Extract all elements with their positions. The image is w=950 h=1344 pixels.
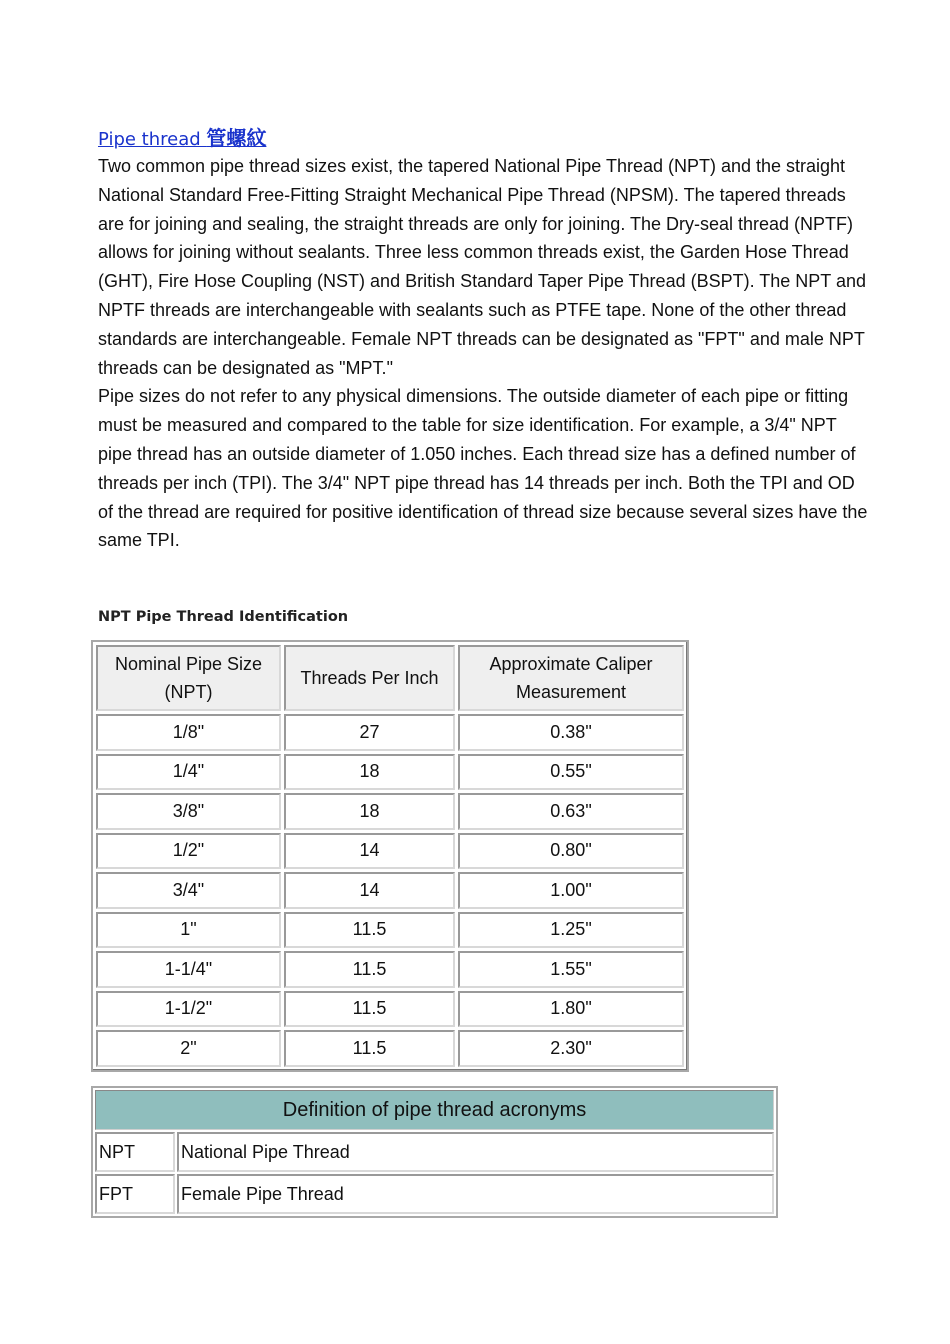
cell-tpi: 11.5 — [284, 951, 455, 988]
cell-pipe-size: 3/4" — [96, 872, 281, 909]
cell-pipe-size: 2" — [96, 1030, 281, 1067]
cell-definition: Female Pipe Thread — [177, 1174, 774, 1214]
cell-tpi: 14 — [284, 872, 455, 909]
cell-caliper: 0.80" — [458, 833, 684, 870]
cell-acronym: FPT — [95, 1174, 175, 1214]
table-row — [96, 991, 684, 1028]
table-row — [96, 951, 684, 988]
acronym-definition-table — [91, 1086, 778, 1218]
heading-cjk-text: 管螺紋 — [206, 126, 267, 150]
acronym-table-title: Definition of pipe thread acronyms — [95, 1090, 774, 1130]
npt-table-caption: NPT Pipe Thread Identification — [98, 609, 349, 625]
cell-tpi: 18 — [284, 793, 455, 830]
cell-caliper: 1.80" — [458, 991, 684, 1028]
table-row — [96, 1030, 684, 1067]
cell-caliper: 1.25" — [458, 912, 684, 949]
cell-pipe-size: 1/4" — [96, 754, 281, 791]
cell-caliper: 1.55" — [458, 951, 684, 988]
header-nominal-pipe-size: Nominal Pipe Size (NPT) — [96, 645, 281, 711]
cell-tpi: 11.5 — [284, 991, 455, 1028]
table-row — [96, 833, 684, 870]
cell-tpi: 18 — [284, 754, 455, 791]
table-row — [96, 793, 684, 830]
table-row — [96, 754, 684, 791]
cell-caliper: 0.38" — [458, 714, 684, 751]
cell-caliper: 0.63" — [458, 793, 684, 830]
article-body — [98, 152, 868, 555]
cell-acronym: NPT — [95, 1132, 175, 1172]
heading-link-text: Pipe thread — [98, 129, 207, 150]
table-row — [96, 872, 684, 909]
header-threads-per-inch: Threads Per Inch — [284, 645, 455, 711]
cell-pipe-size: 1/8" — [96, 714, 281, 751]
table-row — [96, 912, 684, 949]
table-row — [95, 1132, 774, 1172]
npt-table-header-row — [96, 645, 684, 711]
cell-definition: National Pipe Thread — [177, 1132, 774, 1172]
cell-tpi: 11.5 — [284, 1030, 455, 1067]
cell-pipe-size: 1-1/2" — [96, 991, 281, 1028]
cell-pipe-size: 1" — [96, 912, 281, 949]
cell-caliper: 2.30" — [458, 1030, 684, 1067]
cell-pipe-size: 1-1/4" — [96, 951, 281, 988]
cell-caliper: 1.00" — [458, 872, 684, 909]
paragraph-thread-types: Two common pipe thread sizes exist, the tapered National Pipe Thread (NPT) and the straight National Standard Free-Fitting Straight Mechanical Pipe Thread (NPSM). The tapered threads are for joining and sealing, the straight threads are only for joining. The Dry-seal thread (NPTF) allows for joining without sealants. Three less common threads exist, the Garden Hose Thread (GHT), Fire Hose Coupling (NST) and British Standard Taper Pipe Thread (BSPT). The NPT and NPTF threads are interchangeable with sealants such as PTFE tape. None of the other thread standards are interchangeable. Female NPT threads can be designated as "FPT" and male NPT threads can be designated as "MPT." — [98, 156, 866, 378]
cell-caliper: 0.55" — [458, 754, 684, 791]
header-caliper-measurement: Approximate Caliper Measurement — [458, 645, 684, 711]
table-row — [96, 714, 684, 751]
npt-identification-table — [91, 640, 689, 1072]
cell-tpi: 14 — [284, 833, 455, 870]
acronym-header-row — [95, 1090, 774, 1130]
cell-tpi: 11.5 — [284, 912, 455, 949]
cell-pipe-size: 3/8" — [96, 793, 281, 830]
cell-tpi: 27 — [284, 714, 455, 751]
table-row — [95, 1174, 774, 1214]
pipe-thread-heading-link[interactable] — [98, 122, 266, 151]
cell-pipe-size: 1/2" — [96, 833, 281, 870]
paragraph-pipe-sizes: Pipe sizes do not refer to any physical dimensions. The outside diameter of each pipe or fitting must be measured and compared to the table for size identification. For example, a 3/4" NPT pipe thread has an outside diameter of 1.050 inches. Each thread size has a defined number of threads per inch (TPI). The 3/4" NPT pipe thread has 14 threads per inch. Both the TPI and OD of the thread are required for positive identification of thread size because several sizes have the same TPI. — [98, 386, 868, 551]
